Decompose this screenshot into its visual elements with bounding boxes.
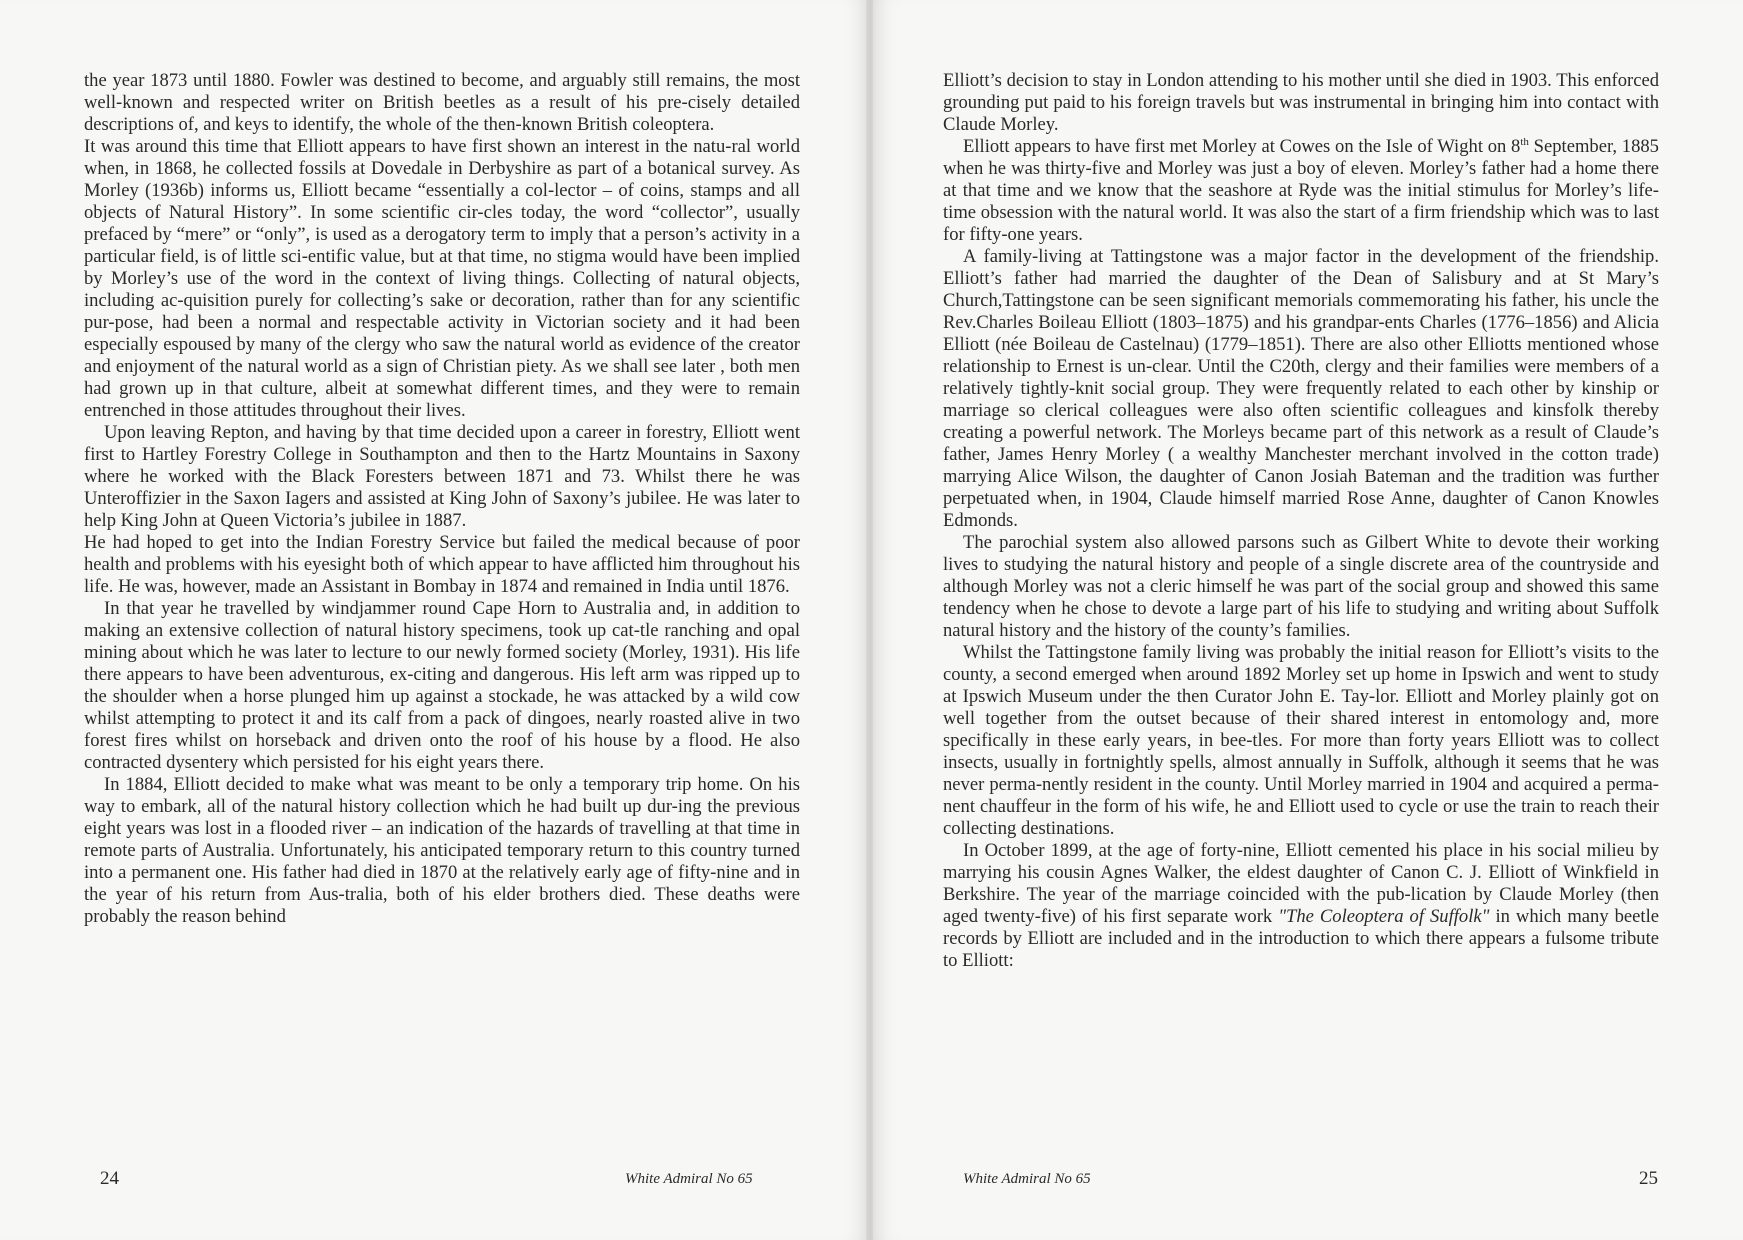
left-page-number: 24	[100, 1168, 119, 1189]
right-paragraph-2-start: Elliott appears to have first met Morley at Cowes on the Isle of Wight on 8	[963, 136, 1521, 157]
left-paragraph-1: the year 1873 until 1880. Fowler was destined to become, and arguably still remains, the most well-known and respected writer on British beetles as a result of his pre-cisely detailed descriptions of, and keys to identify, the whole of the then-known British coleoptera.	[84, 70, 800, 135]
left-paragraph-4: He had hoped to get into the Indian Forestry Service but failed the medical because of poor health and problems with his eyesight both of which appear to have afflicted him throughout his life. He was, however, made an Assistant in Bombay in 1874 and remained in India until 1876.	[84, 532, 800, 597]
left-paragraph-6: In 1884, Elliott decided to make what was meant to be only a temporary trip home. On his way to embark, all of the natural history collection which he had built up dur-ing the previous eight years was lost in a flooded river – an indication of the hazards of travelling at that time in remote parts of Australia. Unfortunately, his anticipated temporary return to this country turned into a permanent one. His father had died in 1870 at the relatively early age of fifty-nine and in the year of his return from Aus-tralia, both of his elder brothers died. These deaths were probably the reason behind	[84, 774, 800, 927]
right-page	[873, 0, 1743, 1240]
right-running-title: White Admiral No 65	[963, 1171, 1091, 1187]
right-paragraph-6-start: In October 1899, at the age of forty-nine, Elliott cemented his place in his social milieu by marrying his cousin Agnes Walker, the eldest daughter of Canon C. J. Elliott of Winkfield in Berkshire. The year of the marriage coincided with the pub-lication by Claude Morley (then aged twenty-five) of his first separate work	[943, 840, 1659, 927]
right-paragraph-4: The parochial system also allowed parsons such as Gilbert White to devote their working lives to studying the natural history and people of a single discrete area of the countryside and although Morley was not a cleric himself he was part of the social group and showed this same tendency when he chose to devote a large part of his life to studying and writing about Suffolk natural history and the history of the county’s families.	[943, 532, 1659, 641]
left-paragraph-2: It was around this time that Elliott appears to have first shown an interest in the natu-ral world when, in 1868, he collected fossils at Dovedale in Derbyshire as part of a botanical survey. As Morley (1936b) informs us, Elliott became “essentially a col-lector – of coins, stamps and all objects of Natural History”. In some scientific cir-cles today, the word “collector”, usually prefaced by “mere” or “only”, is used as a derogatory term to imply that a person’s activity in a particular field, is of little sci-entific value, but at that time, no stigma would have been implied by Morley’s use of the word in the context of living things. Collecting of natural objects, including ac-quisition purely for collecting’s sake or decoration, rather than for any scientific pur-pose, had been a normal and respectable activity in Victorian society and it had been especially espoused by many of the clergy who saw the natural world as evidence of the creator and enjoyment of the natural world as a sign of Christian piety. As we shall see later , both men had grown up in that culture, albeit at somewhat different times, and they were to remain entrenched in those attitudes throughout their lives.	[84, 136, 800, 421]
ordinal-superscript: th	[1520, 135, 1529, 148]
right-paragraph-2-rest: September, 1885 when he was thirty-five and Morley was just a boy of eleven. Morley’s father had a home there at that time and we know that the seashore at Ryde was the initial stimulus for Morley’s life-time obsession with the natural world. It was also the start of a firm friendship which was to last for fifty-one years.	[943, 136, 1659, 245]
right-page-body	[943, 70, 1659, 972]
right-paragraph-1: Elliott’s decision to stay in London attending to his mother until she died in 1903. This enforced grounding put paid to his foreign travels but was instrumental in bringing him into contact with Claude Morley.	[943, 70, 1659, 135]
left-page	[0, 0, 868, 1240]
book-title-citation: "The Coleoptera of Suffolk"	[1278, 906, 1490, 927]
left-paragraph-3: Upon leaving Repton, and having by that time decided upon a career in forestry, Elliott went first to Hartley Forestry College in Southampton and then to the Hartz Mountains in Saxony where he worked with the Black Foresters between 1871 and 73. Whilst there he was Unteroffizier in the Saxon Iagers and assisted at King John of Saxony’s jubilee. He was later to help King John at Queen Victoria’s jubilee in 1887.	[84, 422, 800, 531]
left-paragraph-5: In that year he travelled by windjammer round Cape Horn to Australia and, in addition to making an extensive collection of natural history specimens, took up cat-tle ranching and opal mining about which he was later to lecture to our newly formed society (Morley, 1931). His life there appears to have been adventurous, ex-citing and dangerous. His left arm was ripped up to the shoulder when a horse plunged him up against a stockade, he was attacked by a wild cow whilst attempting to protect it and its calf from a pack of dingoes, nearly roasted alive in two forest fires whilst on horseback and driven onto the roof of his house by a flood. He also contracted dysentery which persisted for his eight years there.	[84, 598, 800, 773]
right-paragraph-6-end: in which many beetle records by Elliott are included and in the introduction to which there appears a fulsome tribute to Elliott:	[943, 906, 1660, 971]
right-paragraph-6	[943, 840, 1659, 972]
left-page-body	[84, 70, 800, 928]
left-running-title: White Admiral No 65	[625, 1171, 753, 1187]
right-page-number: 25	[1639, 1168, 1658, 1189]
right-paragraph-5: Whilst the Tattingstone family living was probably the initial reason for Elliott’s visits to the county, a second emerged when around 1892 Morley set up home in Ipswich and went to study at Ipswich Museum under the then Curator John E. Tay-lor. Elliott and Morley plainly got on well together from the outset because of their shared interest in entomology and, more specifically in these early years, in bee-tles. For more than forty years Elliott was to collect insects, usually in fortnightly spells, almost annually in Suffolk, although it seems that he was never perma-nently resident in the county. Until Morley married in 1904 and acquired a perma-nent chauffeur in the form of his wife, he and Elliott used to cycle or use the train to reach their collecting destinations.	[943, 642, 1659, 839]
right-paragraph-3: A family-living at Tattingstone was a major factor in the development of the friendship. Elliott’s father had married the daughter of the Dean of Salisbury and at St Mary’s Church,Tattingstone can be seen significant memorials commemorating his father, his uncle the Rev.Charles Boileau Elliott (1803–1875) and his grandpar-ents Charles (1776–1856) and Alicia Elliott (née Boileau de Castelnau) (1779–1851). There are also other Elliotts mentioned whose relationship to Ernest is un-clear. Until the C20th, clergy and their families were members of a relatively tightly-knit social group. They were frequently related to each other by kinship or marriage so clerical colleagues were also often scientific colleagues and kinsfolk thereby creating a powerful network. The Morleys became part of this network as a result of Claude’s father, James Henry Morley ( a wealthy Manchester merchant involved in the cotton trade) marrying Alice Wilson, the daughter of Canon Josiah Bateman and the tradition was further perpetuated when, in 1904, Claude himself married Rose Anne, daughter of Canon Knowles Edmonds.	[943, 246, 1659, 531]
right-paragraph-2	[943, 136, 1659, 246]
